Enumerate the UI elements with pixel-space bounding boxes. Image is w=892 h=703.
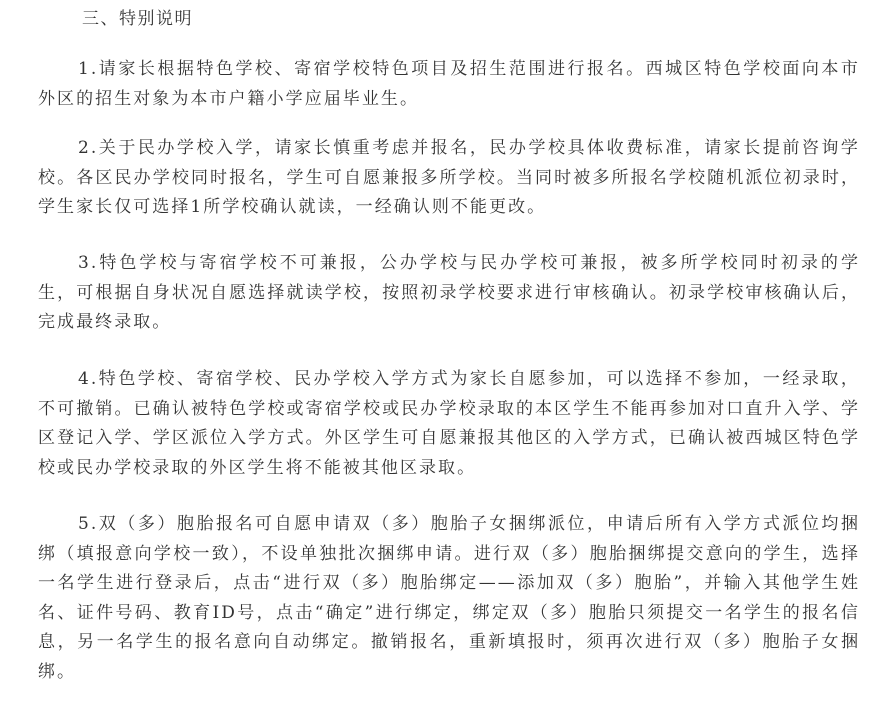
- paragraph-1: 1.请家长根据特色学校、寄宿学校特色项目及招生范围进行报名。西城区特色学校面向本市外区的招生对象为本市户籍小学应届毕业生。: [38, 59, 860, 109]
- paragraph-3: 3.特色学校与寄宿学校不可兼报，公办学校与民办学校可兼报，被多所学校同时初录的学生，可根据自身状况自愿选择就读学校，按照初录学校要求进行审核确认。初录学校审核确认后，完成最终录取。: [38, 253, 860, 333]
- paragraph-5: 5.双（多）胞胎报名可自愿申请双（多）胞胎子女捆绑派位，申请后所有入学方式派位均捆绑（填报意向学校一致），不设单独批次捆绑申请。进行双（多）胞胎捆绑提交意向的学生，选择一名学生进行登录后，点击“进行双（多）胞胎绑定——添加双（多）胞胎”，并输入其他学生姓名、证件号码、教育ID号，点击“确定”进行绑定，绑定双（多）胞胎只须提交一名学生的报名信息，另一名学生的报名意向自动绑定。撤销报名，重新填报时，须再次进行双（多）胞胎子女捆绑。: [38, 514, 860, 682]
- section-heading: 三、特别说明: [82, 9, 193, 29]
- paragraph-4: 4.特色学校、寄宿学校、民办学校入学方式为家长自愿参加，可以选择不参加，一经录取，不可撤销。已确认被特色学校或寄宿学校或民办学校录取的本区学生不能再参加对口直升入学、学区登记入学、学区派位入学方式。外区学生可自愿兼报其他区的入学方式，已确认被西城区特色学校或民办学校录取的外区学生将不能被其他区录取。: [38, 369, 860, 478]
- paragraph-2: 2.关于民办学校入学，请家长慎重考虑并报名，民办学校具体收费标准，请家长提前咨询学校。各区民办学校同时报名，学生可自愿兼报多所学校。当同时被多所报名学校随机派位初录时，学生家长仅可选择1所学校确认就读，一经确认则不能更改。: [38, 138, 860, 218]
